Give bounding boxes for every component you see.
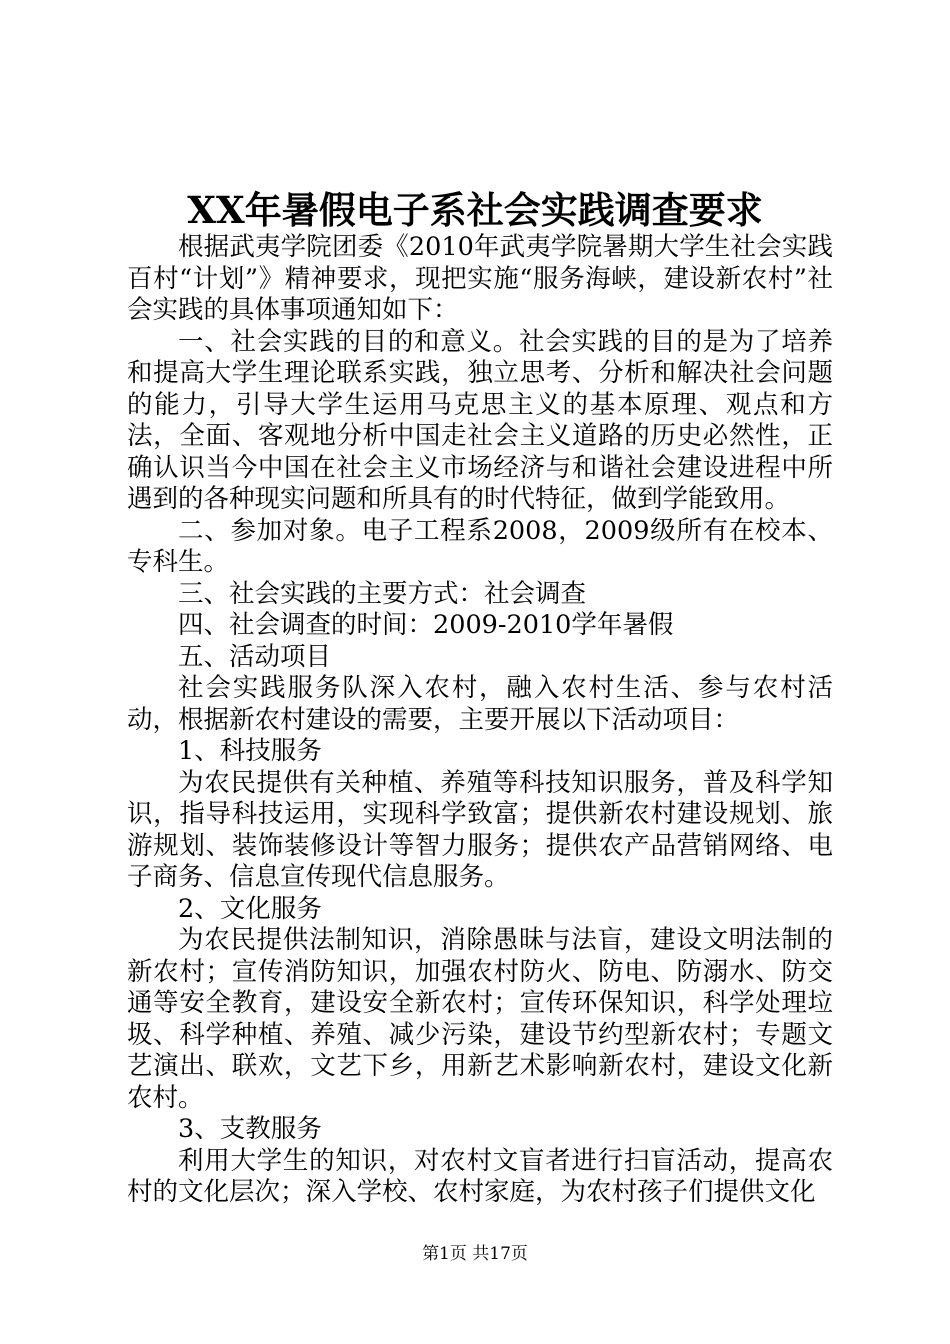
paragraph-participants: 二、参加对象。电子工程系2008，2009级所有在校本、专科生。 <box>127 515 833 577</box>
page-number-footer: 第1页 共17页 <box>422 1244 528 1264</box>
document-body <box>127 232 833 1209</box>
item-heading-culture-service: 2、文化服务 <box>178 893 322 924</box>
paragraph-method: 三、社会实践的主要方式：社会调查 <box>178 578 587 609</box>
paragraph-culture-service: 为农民提供法制知识，消除愚昧与法盲，建设文明法制的新农村；宣传消防知识，加强农村防火、防电、防溺水、防交通等安全教育，建设安全新农村；宣传环保知识，科学处理垃圾、科学种植、养殖、减少污染，建设节约型新农村；专题文艺演出、联欢，文艺下乡，用新艺术影响新农村，建设文化新农村。 <box>127 925 833 1113</box>
paragraph-activities-intro: 社会实践服务队深入农村，融入农村生活、参与农村活动，根据新农村建设的需要，主要开展以下活动项目： <box>127 673 833 735</box>
section-heading-activities: 五、活动项目 <box>178 641 332 672</box>
paragraph-time: 四、社会调查的时间：2009-2010学年暑假 <box>178 610 674 640</box>
paragraph-intro: 根据武夷学院团委《2010年武夷学院暑期大学生社会实践百村“计划”》精神要求，现把实施“服务海峡，建设新农村”社会实践的具体事项通知如下： <box>127 232 833 325</box>
document-title: XX年暑假电子系社会实践调查要求 <box>187 188 763 232</box>
item-heading-teaching-service: 3、支教服务 <box>178 1114 322 1144</box>
item-heading-tech-service: 1、科技服务 <box>178 736 322 766</box>
paragraph-purpose: 一、社会实践的目的和意义。社会实践的目的是为了培养和提高大学生理论联系实践，独立思考、分析和解决社会问题的能力，引导大学生运用马克思主义的基本原理、观点和方法，全面、客观地分析中国走社会主义道路的历史必然性，正确认识当今中国在社会主义市场经济与和谐社会建设进程中所遇到的各种现实问题和所具有的时代特征，做到学能致用。 <box>127 326 833 514</box>
paragraph-teaching-service: 利用大学生的知识，对农村文盲者进行扫盲活动，提高农村的文化层次；深入学校、农村家庭，为农村孩子们提供文化 <box>127 1145 833 1207</box>
paragraph-tech-service: 为农民提供有关种植、养殖等科技知识服务，普及科学知识，指导科技运用，实现科学致富；提供新农村建设规划、旅游规划、装饰装修设计等智力服务；提供农产品营销网络、电子商务、信息宣传现代信息服务。 <box>127 767 833 892</box>
